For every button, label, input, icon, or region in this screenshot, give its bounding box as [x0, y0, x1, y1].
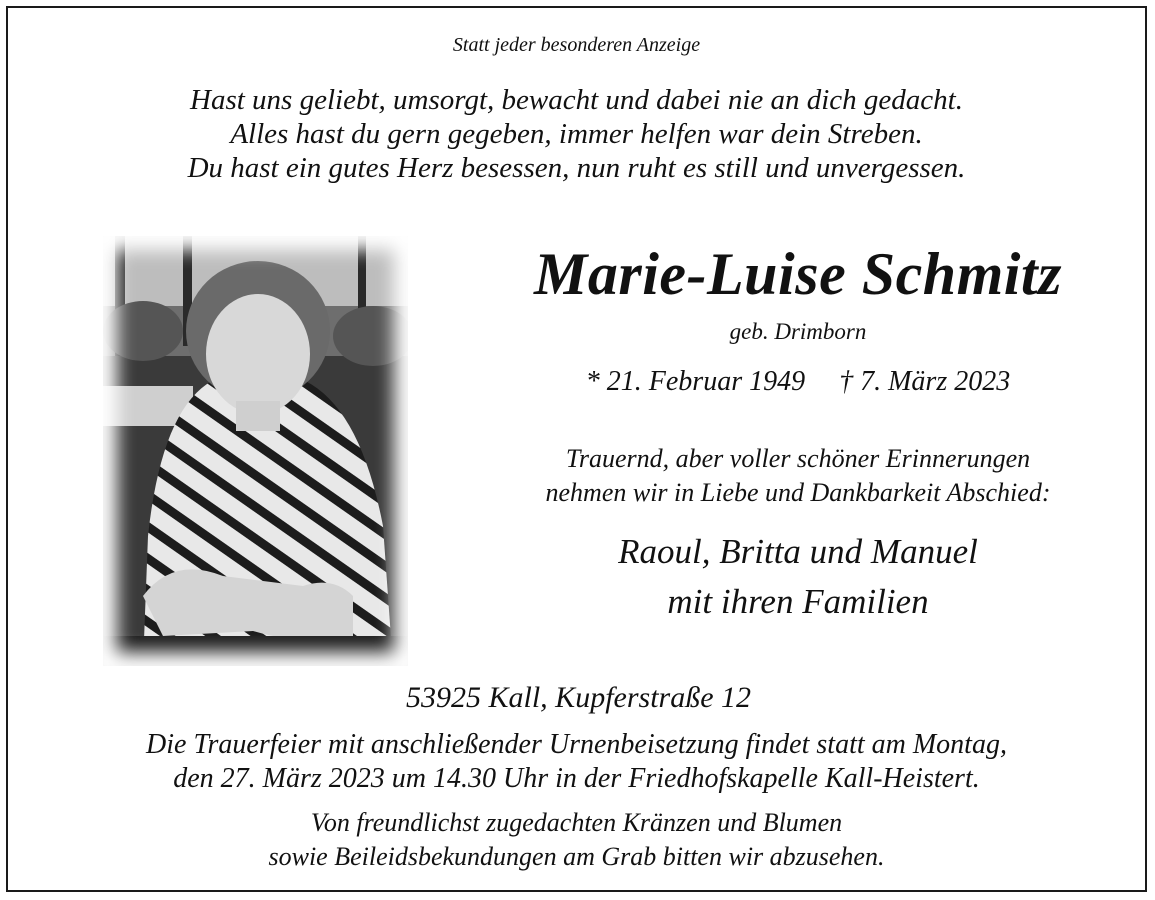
verse-line-3: Du hast ein gutes Herz besessen, nun ruht es still und unvergessen.: [187, 152, 966, 184]
mourning-line-2: nehmen wir in Liebe und Dankbarkeit Abschied:: [545, 478, 1051, 507]
service-line-1: Die Trauerfeier mit anschließender Urnenbeisetzung findet statt am Montag,: [146, 729, 1007, 760]
family-line-2: mit ihren Familien: [667, 582, 929, 621]
service-line-2: den 27. März 2023 um 14.30 Uhr in der Friedhofskapelle Kall-Heistert.: [173, 763, 980, 794]
deceased-name: Marie-Luise Schmitz: [534, 241, 1062, 307]
maiden-name: geb. Drimborn: [729, 319, 867, 344]
verse-line-1: Hast uns geliebt, umsorgt, bewacht und dabei nie an dich gedacht.: [190, 84, 963, 116]
verse-line-2: Alles hast du gern gegeben, immer helfen war dein Streben.: [230, 118, 923, 150]
request-line-2: sowie Beileidsbekundungen am Grab bitten wir abzusehen.: [268, 842, 885, 871]
portrait-photo: [103, 236, 408, 666]
life-dates: [438, 366, 1155, 398]
obituary-notice: [6, 6, 1147, 892]
preface-text: Statt jeder besonderen Anzeige: [452, 34, 701, 56]
family-line-1: Raoul, Britta und Manuel: [618, 532, 978, 571]
birth-date: * 21. Februar 1949: [585, 366, 806, 397]
address: 53925 Kall, Kupferstraße 12: [406, 681, 752, 714]
request-line-1: Von freundlichst zugedachten Kränzen und Blumen: [310, 808, 843, 837]
mourning-line-1: Trauernd, aber voller schöner Erinnerungen: [565, 444, 1031, 473]
death-date: † 7. März 2023: [839, 366, 1011, 397]
